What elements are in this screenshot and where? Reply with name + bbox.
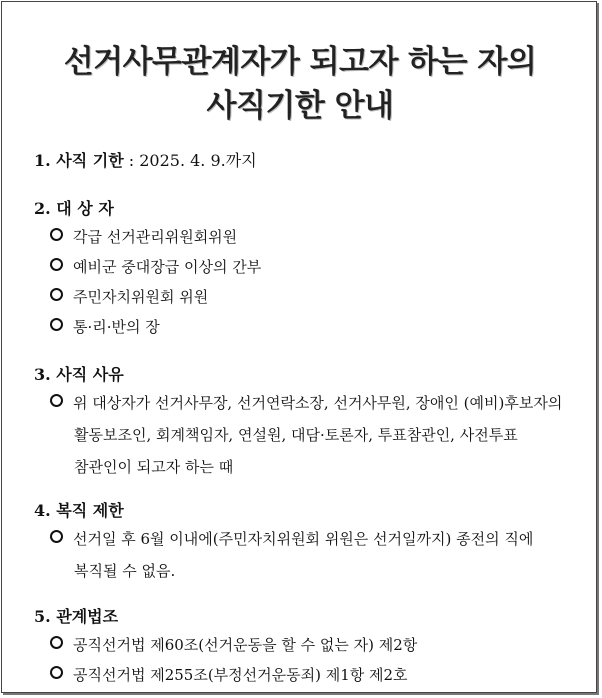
list-item: 공직선거법 제255조(부정선거운동죄) 제1항 제2호 (50, 664, 408, 685)
circle-bullet-icon (50, 530, 63, 543)
title-line-2: 사직기한 안내 (206, 88, 394, 124)
list-item: 예비군 중대장급 이상의 간부 (50, 256, 261, 277)
document-frame (1, 1, 597, 693)
list-item: 공직선거법 제60조(선거운동을 할 수 없는 자) 제2항 (50, 634, 417, 655)
list-item-continuation: 활동보조인, 회계책임자, 연설원, 대담·토론자, 투표참관인, 사전투표 (74, 426, 518, 444)
list-item-continuation: 복직될 수 없음. (74, 562, 176, 580)
circle-bullet-icon (50, 228, 63, 241)
section-deadline (34, 148, 257, 171)
list-item: 선거일 후 6월 이내에(주민자치위원회 위원은 선거일까지) 종전의 직에 (50, 528, 533, 549)
deadline-value: : 2025. 4. 9.까지 (123, 151, 257, 170)
circle-bullet-icon (50, 666, 63, 679)
title-line-1: 선거사무관계자가 되고자 하는 자의 (63, 44, 537, 80)
circle-bullet-icon (50, 318, 63, 331)
section-1-heading: 1. 사직 기한 (34, 151, 124, 170)
list-item: 주민자치위원회 위원 (50, 286, 208, 307)
section-3-heading: 3. 사직 사유 (34, 365, 124, 384)
list-item-continuation: 참관인이 되고자 하는 때 (74, 458, 234, 476)
list-item: 위 대상자가 선거사무장, 선거연락소장, 선거사무원, 장애인 (예비)후보자의 (50, 392, 562, 413)
section-5-heading: 5. 관계법조 (34, 607, 119, 626)
list-item: 각급 선거관리위원회위원 (50, 226, 237, 247)
circle-bullet-icon (50, 258, 63, 271)
section-4-heading: 4. 복직 제한 (34, 501, 124, 520)
circle-bullet-icon (50, 636, 63, 649)
list-item: 통·리·반의 장 (50, 316, 160, 337)
section-2-heading: 2. 대 상 자 (34, 199, 114, 218)
circle-bullet-icon (50, 288, 63, 301)
circle-bullet-icon (50, 394, 63, 407)
